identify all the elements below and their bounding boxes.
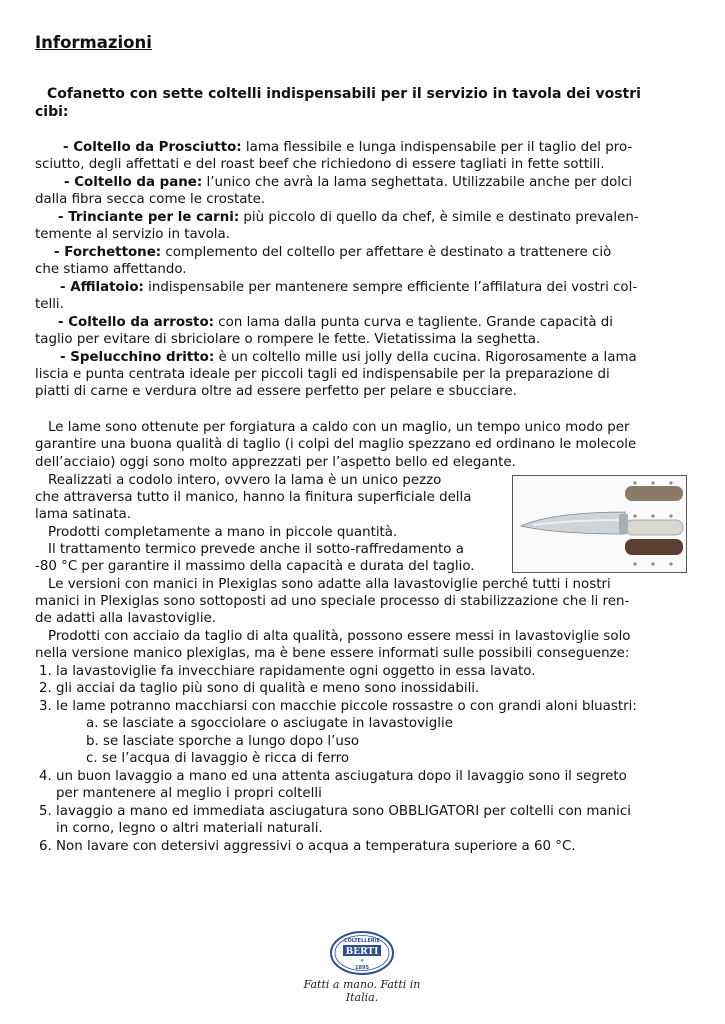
body-line: manici in Plexiglas sono sottoposti ad uno speciale processo di stabilizzazione che li ren- — [35, 594, 630, 609]
item-spelucchino: - Spelucchino dritto: è un coltello mille usi jolly della cucina. Rigorosamente a lama — [60, 350, 637, 365]
berti-logo — [329, 930, 395, 976]
item-spelucchino-cont-2: piatti di carne e verdura oltre ad essere perfetto per pelare e sbucciare. — [35, 384, 517, 399]
list-item: 1. la lavastoviglie fa invecchiare rapidamente ogni oggetto in essa lavato. — [39, 664, 536, 679]
item-pane: - Coltello da pane: l’unico che avrà la lama seghettata. Utilizzabile anche per dolci — [64, 175, 633, 190]
body-line: Le lame sono ottenute per forgiatura a caldo con un maglio, un tempo unico modo per — [48, 420, 630, 435]
list-subitem: c. se l’acqua di lavaggio è ricca di ferro — [86, 751, 350, 766]
body-line: -80 °C per garantire il massimo della capacità e durata del taglio. — [35, 559, 475, 574]
item-spelucchino-cont: liscia e punta centrata ideale per piccoli tagli ed indispensabile per la preparazione di — [35, 367, 610, 382]
item-prosciutto: - Coltello da Prosciutto: lama flessibile e lunga indispensabile per il taglio del pro- — [63, 140, 633, 155]
item-affilatoio: - Affilatoio: indispensabile per mantenere sempre efficiente l’affilatura dei vostri col- — [60, 280, 638, 295]
svg-text:COLTELLERIE: COLTELLERIE — [343, 938, 381, 944]
item-trinciante-cont: temente al servizio in tavola. — [35, 227, 230, 242]
list-item-cont: in corno, legno o altri materiali naturali. — [56, 821, 323, 836]
body-line: Il trattamento termico prevede anche il sotto-raffredamento a — [48, 542, 464, 557]
body-line: lama satinata. — [35, 507, 131, 522]
knife-set-image — [512, 475, 687, 573]
list-item: 4. un buon lavaggio a mano ed una attenta asciugatura dopo il lavaggio sono il segreto — [39, 769, 627, 784]
item-arrosto: - Coltello da arrosto: con lama dalla punta curva e tagliente. Grande capacità di — [58, 315, 614, 330]
item-pane-cont: dalla fibra secca come le crostate. — [35, 192, 266, 207]
list-item-cont: per mantenere al meglio i propri coltelli — [56, 786, 322, 801]
svg-text:1895: 1895 — [355, 965, 369, 971]
item-arrosto-cont: taglio per evitare di sbriciolare o rompere le fette. Vietatissima la seghetta. — [35, 332, 541, 347]
body-line: che attraversa tutto il manico, hanno la finitura superficiale della — [35, 490, 472, 505]
list-subitem: a. se lasciate a sgocciolare o asciugate in lavastoviglie — [86, 716, 453, 731]
svg-text:BERTI: BERTI — [345, 947, 379, 957]
intro-line-1: Cofanetto con sette coltelli indispensabili per il servizio in tavola dei vostri — [47, 86, 641, 102]
body-line: Le versioni con manici in Plexiglas sono adatte alla lavastoviglie perché tutti i nostri — [48, 577, 611, 592]
body-line: Prodotti completamente a mano in piccole quantità. — [48, 525, 398, 540]
item-forchettone: - Forchettone: complemento del coltello per affettare è destinato a trattenere ciò — [54, 245, 612, 260]
item-trinciante: - Trinciante per le carni: più piccolo di quello da chef, è simile e destinato prevalen- — [58, 210, 639, 225]
item-prosciutto-cont: sciutto, degli affettati e del roast beef che richiedono di essere tagliati in fette sottili. — [35, 157, 605, 172]
item-forchettone-cont: che stiamo affettando. — [35, 262, 187, 277]
list-item: 5. lavaggio a mano ed immediata asciugatura sono OBBLIGATORI per coltelli con manici — [39, 804, 631, 819]
list-item: 2. gli acciai da taglio più sono di qualità e meno sono inossidabili. — [39, 681, 480, 696]
body-line: dell’acciaio) oggi sono molto apprezzati per l’aspetto bello ed elegante. — [35, 455, 516, 470]
list-item: 3. le lame potranno macchiarsi con macchie piccole rossastre o con grandi aloni bluastri: — [39, 699, 637, 714]
slogan: Fatti a mano. Fatti in Italia. — [303, 978, 421, 1004]
body-line: Realizzati a codolo intero, ovvero la lama è un unico pezzo — [48, 473, 442, 488]
item-affilatoio-cont: telli. — [35, 297, 64, 312]
list-item: 6. Non lavare con detersivi aggressivi o acqua a temperatura superiore a 60 °C. — [39, 839, 576, 854]
body-line: garantire una buona qualità di taglio (i colpi del maglio spezzano ed ordinano le molecole — [35, 437, 637, 452]
body-line: Prodotti con acciaio da taglio di alta qualità, possono essere messi in lavastoviglie solo — [48, 629, 631, 644]
list-subitem: b. se lasciate sporche a lungo dopo l’uso — [86, 734, 360, 749]
body-line: de adatti alla lavastoviglie. — [35, 611, 217, 626]
svg-text:✳: ✳ — [359, 958, 365, 964]
body-line: nella versione manico plexiglas, ma è bene essere informati sulle possibili conseguenze: — [35, 646, 630, 661]
page-title: Informazioni — [35, 33, 152, 52]
intro-line-2: cibi: — [35, 104, 69, 120]
